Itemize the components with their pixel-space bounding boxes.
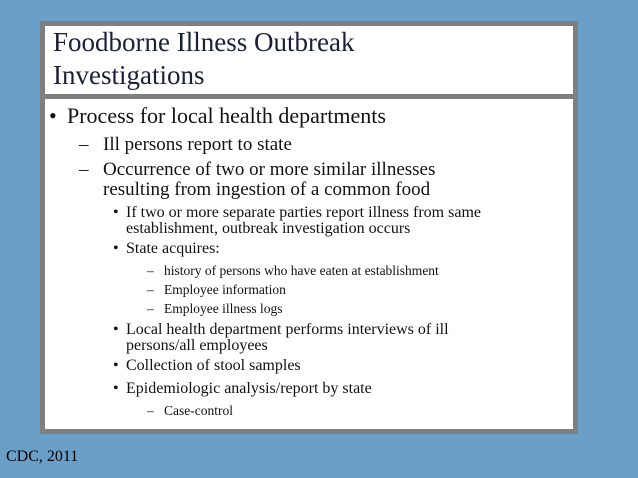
- dash-marker: –: [147, 403, 154, 418]
- bullet-marker: •: [49, 103, 57, 128]
- title-line-2: Investigations: [53, 60, 205, 90]
- bullet-marker: •: [113, 240, 119, 257]
- dash-marker: –: [147, 263, 154, 278]
- bullet-occurrence-line2: resulting from ingestion of a common food: [103, 179, 431, 200]
- slide-frame: [40, 21, 578, 434]
- title-line-1: Foodborne Illness Outbreak: [53, 27, 355, 57]
- bullet-employee-illness-logs: Employee illness logs: [164, 301, 283, 316]
- bullet-epidemiologic-analysis: Epidemiologic analysis/report by state: [126, 380, 372, 397]
- dash-marker: –: [79, 134, 89, 155]
- dash-marker: –: [79, 159, 89, 180]
- bullet-case-control: Case-control: [164, 403, 233, 418]
- dash-marker: –: [147, 282, 154, 297]
- slide-title: [53, 26, 354, 92]
- bullet-process: Process for local health departments: [67, 103, 386, 128]
- bullet-employee-info: Employee information: [164, 282, 286, 297]
- bullet-marker: •: [113, 380, 119, 397]
- bullet-two-parties-line1: If two or more separate parties report illness from same: [126, 204, 481, 221]
- bullet-ill-persons: Ill persons report to state: [103, 134, 292, 155]
- dash-marker: –: [147, 301, 154, 316]
- bullet-history-persons: history of persons who have eaten at establishment: [164, 263, 439, 278]
- bullet-stool-samples: Collection of stool samples: [126, 357, 301, 374]
- bullet-interviews-line1: Local health department performs interviews of ill: [126, 321, 449, 338]
- bullet-marker: •: [113, 357, 119, 374]
- slide-content: [45, 102, 573, 429]
- bullet-state-acquires: State acquires:: [126, 240, 220, 257]
- bullet-marker: •: [113, 204, 119, 221]
- title-bar: [45, 26, 573, 99]
- footer-citation: CDC, 2011: [6, 448, 79, 465]
- bullet-marker: •: [113, 321, 119, 338]
- bullet-two-parties-line2: establishment, outbreak investigation occurs: [126, 220, 411, 237]
- bullet-occurrence-line1: Occurrence of two or more similar illnesses: [103, 159, 436, 180]
- bullet-interviews-line2: persons/all employees: [126, 337, 268, 354]
